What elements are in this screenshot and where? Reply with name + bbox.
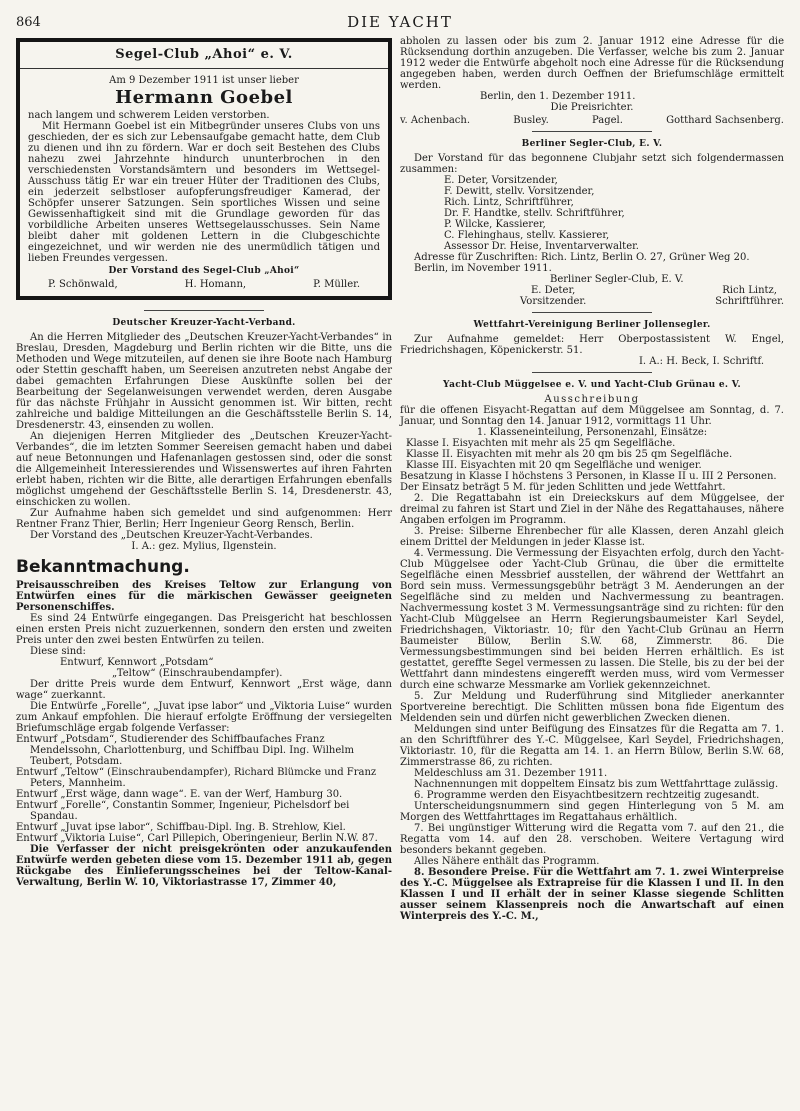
bekanntmachung-title: Bekanntmachung. [16, 556, 190, 577]
jollensegler-title: Wettfahrt-Vereinigung Berliner Jollensegler. [473, 319, 711, 330]
mueggelsee-paragraph: Meldeschluss am 31. Dezember 1911. [414, 767, 608, 779]
bekanntmachung-paragraph: Es sind 24 Entwürfe eingegangen. Das Preisgericht hat beschlossen einen ersten Preis nicht zuzuerkennen, sondern den ersten und zweiten Preis unter den zwei besten Entwürfen zu teilen. [16, 612, 392, 646]
board-member: Rich. Lintz, Schriftführer, [444, 196, 574, 208]
bekanntmachung-paragraph: Diese sind: [30, 645, 86, 657]
obituary-intro: Am 9 Dezember 1911 ist unser lieber [109, 75, 299, 87]
bekanntmachung-paragraph: Die Entwürfe „Forelle“, „Juvat ipse labor“ und „Viktoria Luise“ wurden zum Ankauf empfohlen. Die hierauf erfolgte Eröffnung der versiegelten Briefumschläge ergab folgende Verfasser: [16, 700, 392, 734]
klassen-heading: 1. Klasseneinteilung, Personenzahl, Einsätze: [476, 426, 708, 438]
mueggelsee-paragraph: 4. Vermessung. Die Vermessung der Eisyachten erfolg, durch den Yacht-Club Müggelsee oder Yacht-Club Grünau, die über die ermittelte Segelfläche einen Messbrief ausstellen, der während der Wettfahrt an Bord sein muss. Vermessungsgebühr beträgt 3 M. Aenderungen an der Segelfläche sind zu melden und Nachvermessung zu beantragen. Nachvermessung kostet 3 M. Vermessungsanträge sind zu richten: für den Yacht-Club Müggelsee an Herrn Regierungsbaumeister Karl Seydel, Friedrichshagen, Viktoriastr. 10; für den Yacht-Club Grünau an Herrn Baumeister Bülow, Berlin S.W. 68, Zimmerstr. 86. Die Vermessungsbestimmungen sind bei beiden Herren erhältlich. Es ist gestattet, gereffte Segel vermessen zu lassen. Die Stelle, bis zu der bei der Wettfahrt dann mindestens eingerefft werden muss, wird vom Vermesser durch eine schwarze Messmarke am Vorliek gekennzeichnet. [400, 547, 784, 691]
bekanntmachung-paragraph: Der dritte Preis wurde dem Entwurf, Kennwort „Erst wäge, dann wage“ zuerkannt. [16, 678, 392, 701]
obituary-name: Hermann Goebel [115, 87, 293, 109]
divider [144, 310, 264, 311]
kreuzer-title: Deutscher Kreuzer-Yacht-Verband. [112, 317, 296, 328]
segler-club-intro: Der Vorstand für das begonnene Clubjahr setzt sich folgendermassen zusammen: [400, 152, 784, 175]
board-member: F. Dewitt, stellv. Vorsitzender, [444, 185, 595, 197]
signer-name: E. Deter, [530, 284, 576, 296]
klasse-entry: Klasse III. Eisyachten mit 20 qm Segelfläche und weniger. [406, 459, 702, 471]
board-members [444, 175, 784, 252]
author-entry: Entwurf „Juvat ipse labor“, Schiffbau-Dipl. Ing. B. Strehlow, Kiel. [16, 821, 346, 833]
kreuzer-paragraph: An diejenigen Herren Mitglieder des „Deutschen Kreuzer-Yacht-Verbandes“, die im letzten Sommer Seereisen gemacht haben und dabei auf neue Betonnungen und Hafenanlagen gestossen sind, oder die sonst die Allgemeinheit Interessierendes und Wissenswertes auf ihren Fahrten erlebt haben, richten wir die Bitte, alle derartigen Erfahrungen ebenfalls möglichst umgehend der Geschäftsstelle Berlin S. 14, Dresdenerstr. 43, einschicken zu wollen. [16, 430, 392, 508]
kreuzer-paragraph: An die Herren Mitglieder des „Deutschen Kreuzer-Yacht-Verbandes“ in Breslau, Dresden, Magdeburg und Berlin richten wir die Bitte, uns die Methoden und Wege mitzuteilen, auf denen sie ihre Boote nach Hamburg oder Stettin geschafft haben, um Seereisen anzutreten nebst Angabe der dabei gemachten Erfahrungen Diese Auskünfte sollen bei der Bearbeitung der Segelanweisungen verwendet werden, deren Ausgabe für das nächste Frühjahr in Aussicht genommen ist. Wir bitten, recht zahlreiche und baldige Mitteilungen an die Geschäftsstelle Berlin S. 14, Dresdenerstr. 43, einsenden zu wollen. [16, 331, 392, 431]
kreuzer-paragraph: Zur Aufnahme haben sich gemeldet und sind aufgenommen: Herr Rentner Franz Thier, Berlin; Herr Ingenieur Georg Rensch, Berlin. [16, 507, 392, 530]
continuation-paragraph: abholen zu lassen oder bis zum 2. Januar 1912 eine Adresse für die Rücksendung dorthin anzugeben. Die Verfasser, welche bis zum 2. Januar 1912 weder die Entwürfe abgeholt noch eine Adresse für die Rücksendung angegeben haben, werden durch Oeffnen der Briefumschläge ermittelt werden. [400, 36, 784, 91]
jollensegler-paragraph: Zur Aufnahme gemeldet: Herr Oberpostassistent W. Engel, Friedrichshagen, Köpenickerstr. 51. [400, 333, 784, 356]
klasse-entry: Klasse I. Eisyachten mit mehr als 25 qm Segelfläche. [406, 437, 676, 449]
einsatz-text: Der Einsatz beträgt 5 M. für jeden Schlitten und jede Wettfahrt. [400, 481, 726, 493]
author-entry: Entwurf „Erst wäge, dann wage“. E. van der Werf, Hamburg 30. [16, 788, 343, 800]
mueggelsee-paragraph: Nachnennungen mit doppeltem Einsatz bis zum Wettfahrttage zulässig. [414, 778, 779, 790]
juror: Gotthard Sachsenberg. [666, 115, 784, 126]
divider [532, 372, 652, 373]
divider [532, 131, 652, 132]
obituary-signer: P. Müller. [313, 278, 360, 290]
mueggelsee-title: Yacht-Club Müggelsee e. V. und Yacht-Club Grünau e. V. [443, 379, 741, 390]
obituary-signer: P. Schönwald, [48, 278, 118, 290]
obituary-notice [16, 38, 392, 300]
segler-club-name: Berliner Segler-Club, E. V. [550, 273, 684, 285]
page-number: 864 [16, 15, 41, 30]
signer-role: Schriftführer. [715, 295, 784, 307]
bekanntmachung-entry: „Teltow“ (Einschraubendampfer). [112, 667, 283, 679]
mueggelsee-paragraph: 3. Preise: Silberne Ehrenbecher für alle Klassen, deren Anzahl gleich einem Drittel der Meldungen in jeder Klasse ist. [400, 525, 784, 548]
mueggelsee-paragraph: Alles Nähere enthält das Programm. [414, 855, 600, 867]
jollensegler-signer: I. A.: H. Beck, I. Schriftf. [638, 355, 764, 367]
bekanntmachung-entry: Entwurf, Kennwort „Potsdam“ [60, 656, 214, 668]
board-member: C. Flehinghaus, stellv. Kassierer, [444, 229, 610, 241]
bekanntmachung-subtitle: Preisausschreiben des Kreises Teltow zur Erlangung von Entwürfen eines für die märkischen Gewässer geeigneten Personenschiffes. [16, 579, 392, 613]
segler-club-signer [715, 285, 784, 307]
klasse-entry: Klasse II. Eisyachten mit mehr als 20 qm bis 25 qm Segelfläche. [406, 448, 733, 460]
mueggelsee-paragraph: Unterscheidungsnummern sind gegen Hinterlegung von 5 M. am Morgen des Wettfahrttages im Regattahaus erhältlich. [400, 800, 784, 823]
bekanntmachung-paragraph: Die Verfasser der nicht preisgekrönten oder anzukaufenden Entwürfe werden gebeten diese vom 15. Dezember 1911 ab, gegen Rückgabe des Einlieferungsscheines bei der Teltow-Kanal-Verwaltung, Berlin W. 10, Viktoriastrasse 17, Zimmer 40, [16, 843, 392, 888]
juror: Busley. [513, 115, 549, 126]
mueggelsee-paragraph: 5. Zur Meldung und Ruderführung sind Mitglieder anerkannter Sportvereine berechtigt. Die Schlitten müssen bona fide Eigentum des Meldenden sein und dürfen nicht gewerblichen Zwecken dienen. [400, 690, 784, 724]
jury-signers [400, 115, 784, 126]
divider [532, 312, 652, 313]
obituary-died: nach langem und schwerem Leiden verstorben. [28, 110, 270, 122]
ausschreibung-heading: Ausschreibung [544, 393, 640, 405]
kreuzer-signer: I. A.: gez. Mylius, Ilgenstein. [131, 540, 277, 552]
board-member: Assessor Dr. Heise, Inventarverwalter. [444, 240, 639, 252]
obituary-body: Mit Hermann Goebel ist ein Mitbegründer unseres Clubs von uns geschieden, der es sich zur Lebensaufgabe gemacht hatte, dem Club zu dienen und ihn zu fördern. War er doch seit Bestehen des Clubs nahezu zwei Jahrzehnte hindurch ununterbrochen in den verschiedensten Vorstandsämtern und besonders im Wettsegel-Ausschuss tätig Er war ein treuer Hüter der Traditionen des Clubs, ein jederzeit selbstloser aufopferungsfreudiger Kamerad, der Schöpfer unserer Satzungen. Sein sportliches Wissen und seine Gewissenhaftigkeit sind mit die Grundlage geworden für das vorbildliche Arbeiten unseres Wettsegelausschusses. Sein Name bleibt daher mit goldenen Lettern in die Clubgeschichte eingezeichnet, und wir werden nie des unermüdlich tätigen und lieben Freundes vergessen. [28, 121, 380, 265]
mueggelsee-intro: für die offenen Eisyacht-Regattan auf dem Müggelsee am Sonntag, d. 7. Januar, und Sonntag den 14. Januar 1912, vormittags 11 Uhr. [400, 404, 784, 427]
mueggelsee-paragraph: 6. Programme werden den Eisyachtbesitzern rechtzeitig zugesandt. [414, 789, 760, 801]
board-member: P. Wilcke, Kassierer, [444, 218, 546, 230]
page-header [16, 6, 784, 34]
signer-name: Rich Lintz, [722, 284, 777, 296]
obituary-title: Segel-Club „Ahoi“ e. V. [20, 48, 388, 69]
segler-club-address: Adresse für Zuschriften: Rich. Lintz, Berlin O. 27, Grüner Weg 20. [414, 251, 750, 263]
author-entry: Entwurf „Teltow“ (Einschraubendampfer), Richard Blümcke und Franz Peters, Mannheim. [16, 766, 377, 789]
left-column [16, 36, 392, 888]
mueggelsee-paragraph: 8. Besondere Preise. Für die Wettfahrt am 7. 1. zwei Winterpreise des Y.-C. Müggelsee als Extrapreise für die Klassen I und II. In den Klassen I und II erhält der in seiner Klasse siegende Schlitten ausser seinem Klassenpreis noch die Anwartschaft auf einen Winterpreis des Y.-C. M., [400, 866, 784, 922]
signer-role: Vorsitzender. [520, 295, 587, 307]
continuation-date: Berlin, den 1. Dezember 1911. [480, 91, 636, 102]
right-column [400, 36, 784, 922]
besatzung-text: Besatzung in Klasse I höchstens 3 Personen, in Klasse II u. III 2 Personen. [400, 470, 777, 482]
board-member: E. Deter, Vorsitzender, [444, 174, 558, 186]
mueggelsee-paragraph: Meldungen sind unter Beifügung des Einsatzes für die Regatta am 7. 1. an den Schriftführer des Y.-C. Müggelsee, Karl Seydel, Friedrichshagen, Viktoriastr. 10, für die Regatta am 14. 1. an Herrn Bülow, Berlin S.W. 68, Zimmerstrasse 86, zu richten. [400, 723, 784, 768]
obituary-signers [48, 279, 360, 290]
segler-club-signers [400, 285, 784, 307]
running-title: DIE YACHT [347, 13, 453, 31]
juror: v. Achenbach. [400, 115, 471, 126]
kreuzer-board: Der Vorstand des „Deutschen Kreuzer-Yacht-Verbandes. [30, 529, 313, 541]
jury-label: Die Preisrichter. [550, 102, 634, 113]
author-entry: Entwurf „Viktoria Luise“, Carl Pillepich, Oberingenieur, Berlin N.W. 87. [16, 832, 378, 844]
board-member: Dr. F. Handtke, stellv. Schriftführer, [444, 207, 625, 219]
mueggelsee-paragraph: 2. Die Regattabahn ist ein Dreieckskurs auf dem Müggelsee, der dreimal zu fahren ist Start und Ziel in der Nähe des Regattahauses, nähere Angaben erfolgen im Programm. [400, 492, 784, 526]
author-entry: Entwurf „Forelle“, Constantin Sommer, Ingenieur, Pichelsdorf bei Spandau. [16, 799, 350, 822]
segler-club-date: Berlin, im November 1911. [414, 262, 552, 274]
obituary-signer: H. Homann, [184, 278, 247, 290]
mueggelsee-paragraph: 7. Bei ungünstiger Witterung wird die Regatta vom 7. auf den 21., die Regatta vom 14. auf den 28. verschoben. Weitere Vertagung wird besonders bekannt gegeben. [400, 822, 784, 856]
author-entry: Entwurf „Potsdam“, Studierender des Schiffbaufaches Franz Mendelssohn, Charlottenburg, und Schiffbau Dipl. Ing. Wilhelm Teubert, Potsdam. [16, 733, 354, 767]
segler-club-signer [520, 285, 586, 307]
segler-club-title: Berliner Segler-Club, E. V. [521, 139, 663, 149]
obituary-board: Der Vorstand des Segel-Club „Ahoi“ [108, 266, 300, 277]
juror: Pagel. [591, 115, 623, 126]
